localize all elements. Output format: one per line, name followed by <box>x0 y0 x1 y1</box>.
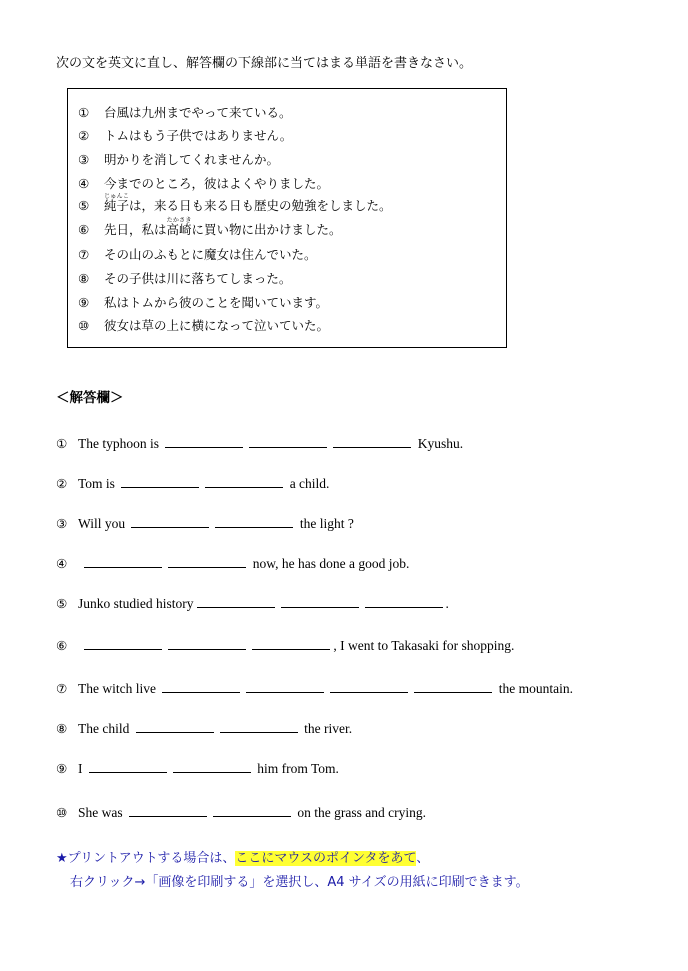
question-item <box>78 247 317 263</box>
question-number: ③ <box>78 152 90 167</box>
answer-blank[interactable] <box>333 434 411 448</box>
question-number: ⑧ <box>78 271 90 286</box>
answer-blank[interactable] <box>165 434 243 448</box>
answer-number: ⑨ <box>56 761 68 776</box>
answer-number: ⑤ <box>56 596 68 611</box>
answer-heading: ＜解答欄＞ <box>56 390 124 406</box>
answer-row <box>56 679 573 698</box>
question-number: ⑤ <box>78 198 90 213</box>
answer-blank[interactable] <box>281 594 359 608</box>
answer-after: Kyushu. <box>417 436 464 451</box>
question-item <box>78 295 328 311</box>
answer-row <box>56 594 449 613</box>
answer-after: . <box>445 596 449 611</box>
question-number: ⑦ <box>78 247 90 262</box>
answer-number: ① <box>56 436 68 451</box>
question-item <box>78 152 279 168</box>
question-text: 台風は九州までやって来ている。 <box>104 105 292 120</box>
question-text-pre: 先日，私は <box>104 222 167 237</box>
answer-row <box>56 514 354 533</box>
answer-blank[interactable] <box>131 514 209 528</box>
star-icon: ★ <box>56 851 68 866</box>
ruby-name: 純子じゅんこ <box>104 193 130 213</box>
question-text: 私はトムから彼のことを聞いています。 <box>104 295 329 310</box>
instruction-text: 次の文を英文に直し、解答欄の下線部に当てはまる単語を書きなさい。 <box>56 56 473 71</box>
question-number: ⑥ <box>78 222 90 237</box>
question-text: は，来る日も来る日も歴史の勉強をしました。 <box>129 198 392 213</box>
answer-row <box>56 434 463 453</box>
answer-after: the river. <box>304 721 353 736</box>
answer-before: I <box>78 761 83 776</box>
question-item <box>78 271 291 287</box>
question-box <box>67 88 507 348</box>
question-text: に買い物に出かけました。 <box>191 222 342 237</box>
question-text: 彼女は草の上に横になって泣いていた。 <box>104 318 330 333</box>
answer-blank[interactable] <box>205 474 283 488</box>
answer-blank[interactable] <box>84 636 162 650</box>
answer-number: ③ <box>56 516 68 531</box>
answer-number: ④ <box>56 556 68 571</box>
question-number: ① <box>78 105 90 120</box>
answer-after: now, he has done a good job. <box>252 556 410 571</box>
answer-before: The witch live <box>78 681 156 696</box>
answer-row <box>56 554 409 573</box>
answer-after: him from Tom. <box>257 761 339 776</box>
answer-blank[interactable] <box>162 679 240 693</box>
answer-before: Junko studied history <box>78 596 194 611</box>
print-note-line1 <box>56 850 429 868</box>
question-number: ⑨ <box>78 295 90 310</box>
ruby-place: 高崎たかさき <box>166 217 192 237</box>
answer-number: ⑩ <box>56 805 68 820</box>
question-number: ④ <box>78 176 90 191</box>
answer-blank[interactable] <box>197 594 275 608</box>
question-number: ⑩ <box>78 318 90 333</box>
answer-blank[interactable] <box>121 474 199 488</box>
question-number: ② <box>78 128 90 143</box>
answer-blank[interactable] <box>220 719 298 733</box>
question-item <box>78 128 292 144</box>
question-item <box>78 105 292 121</box>
print-note-after: 、 <box>416 851 430 866</box>
answer-before: She was <box>78 805 123 820</box>
question-text: トムはもう子供ではありません。 <box>104 128 293 143</box>
question-text: 今までのところ，彼はよくやりました。 <box>104 176 330 191</box>
question-item <box>78 217 342 241</box>
answer-blank[interactable] <box>252 636 330 650</box>
print-note-line2: 右クリック→「画像を印刷する」を選択し、A4 サイズの用紙に印刷できます。 <box>70 875 529 890</box>
answer-blank[interactable] <box>365 594 443 608</box>
answer-blank[interactable] <box>414 679 492 693</box>
answer-number: ② <box>56 476 68 491</box>
answer-blank[interactable] <box>84 554 162 568</box>
answer-row <box>56 803 426 822</box>
answer-before: The child <box>78 721 130 736</box>
answer-after: the mountain. <box>498 681 573 696</box>
question-text: 明かりを消してくれませんか。 <box>104 152 280 167</box>
answer-blank[interactable] <box>168 636 246 650</box>
answer-before: Will you <box>78 516 126 531</box>
answer-blank[interactable] <box>246 679 324 693</box>
question-item <box>78 318 329 334</box>
answer-before: The typhoon is <box>78 436 159 451</box>
print-note-before: プリントアウトする場合は、 <box>67 851 236 866</box>
answer-after: on the grass and crying. <box>297 805 426 820</box>
answer-after: a child. <box>289 476 330 491</box>
answer-blank[interactable] <box>213 803 291 817</box>
answer-blank[interactable] <box>173 759 251 773</box>
answer-blank[interactable] <box>168 554 246 568</box>
answer-blank[interactable] <box>215 514 293 528</box>
answer-blank[interactable] <box>89 759 167 773</box>
answer-number: ⑦ <box>56 681 68 696</box>
answer-before: Tom is <box>78 476 115 491</box>
answer-row <box>56 636 514 655</box>
answer-blank[interactable] <box>249 434 327 448</box>
answer-row <box>56 759 339 778</box>
print-note-highlight[interactable]: ここにマウスのポインタをあて <box>235 851 417 866</box>
question-text: その山のふもとに魔女は住んでいた。 <box>104 247 317 262</box>
answer-number: ⑧ <box>56 721 68 736</box>
answer-blank[interactable] <box>136 719 214 733</box>
question-item <box>78 176 329 192</box>
answer-blank[interactable] <box>330 679 408 693</box>
answer-after: the light ? <box>299 516 354 531</box>
answer-number: ⑥ <box>56 638 68 653</box>
answer-row <box>56 719 352 738</box>
answer-row <box>56 474 329 493</box>
answer-blank[interactable] <box>129 803 207 817</box>
answer-after: , I went to Takasaki for shopping. <box>333 638 515 653</box>
question-item <box>78 193 392 217</box>
question-text: その子供は川に落ちてしまった。 <box>104 271 292 286</box>
